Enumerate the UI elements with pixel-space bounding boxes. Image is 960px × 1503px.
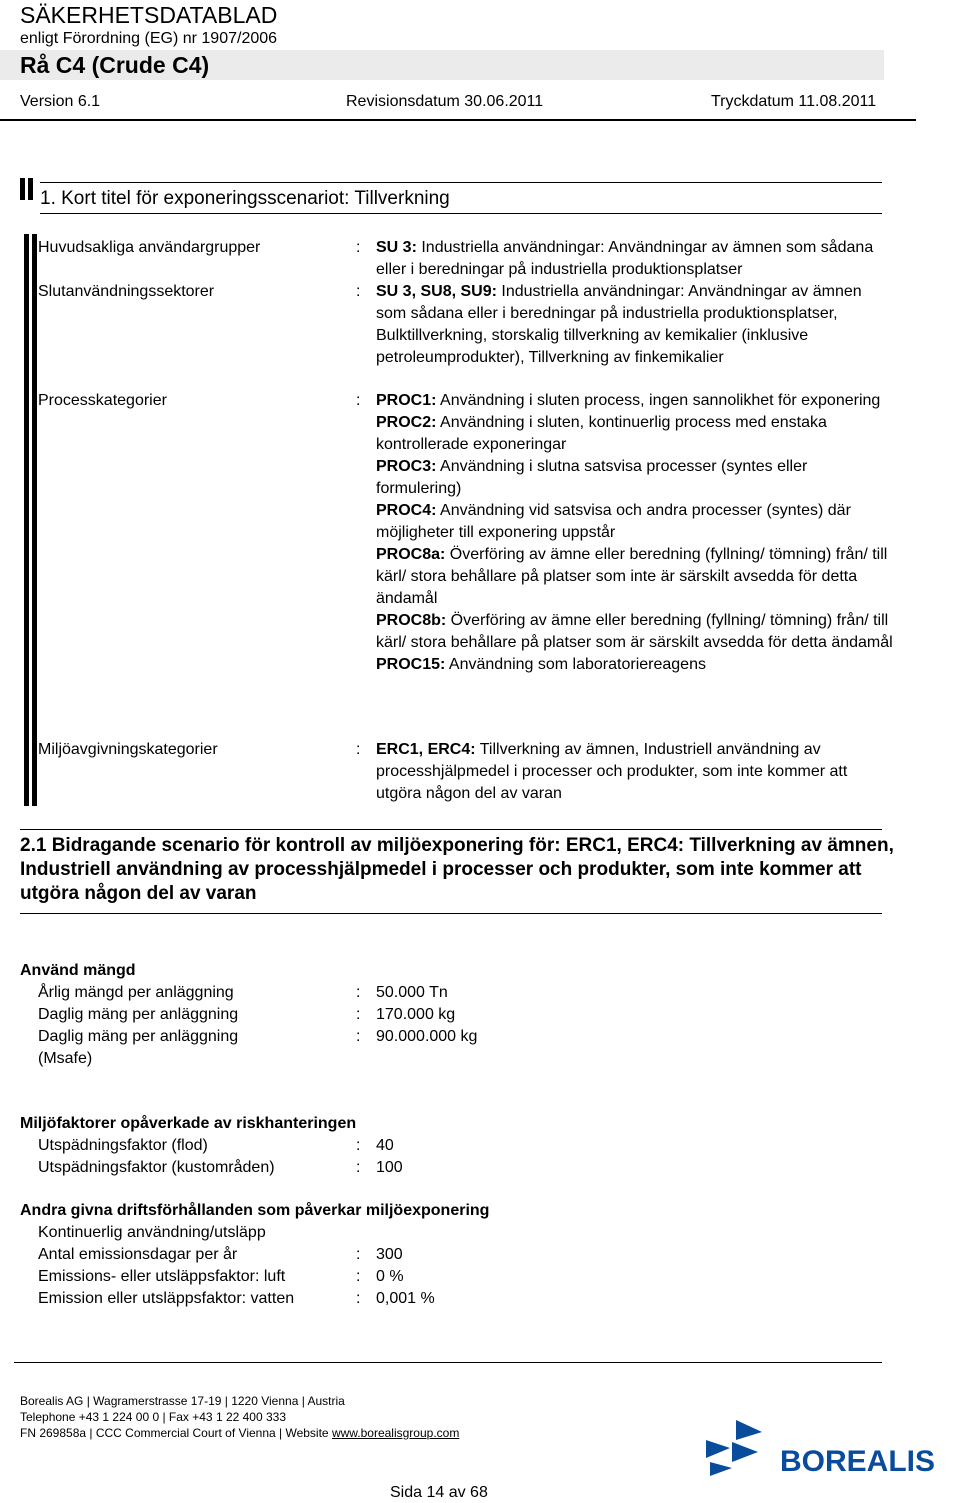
proc-item: PROC3: Användning i slutna satsvisa processer (syntes eller formulering): [376, 458, 808, 497]
section-divider: [40, 182, 882, 183]
colon: :: [356, 1006, 361, 1023]
footer-divider: [14, 1362, 882, 1363]
operating-row-label: Emission eller utsläppsfaktor: vatten: [38, 1290, 295, 1307]
operating-row-label: Emissions- eller utsläppsfaktor: luft: [38, 1268, 286, 1285]
amount-heading: Använd mängd: [20, 962, 136, 979]
code: ERC1, ERC4:: [376, 741, 476, 758]
colon: :: [356, 984, 361, 1001]
header-divider: [0, 119, 916, 121]
regulation-reference: enligt Förordning (EG) nr 1907/2006: [20, 30, 278, 47]
user-groups-value: SU 3: Industriella användningar: Användningar av ämnen som sådana eller i beredningar på industriella produktionsplatser: [376, 239, 874, 278]
colon: :: [356, 392, 361, 409]
borealis-logo-text: BOREALIS: [780, 1445, 936, 1478]
amount-row-label: Årlig mängd per anläggning: [38, 984, 234, 1001]
process-categories-value: [376, 390, 896, 676]
website-link[interactable]: www.borealisgroup.com: [331, 1426, 460, 1440]
colon: :: [356, 1159, 361, 1176]
amount-row-label: Daglig mäng per anläggning (Msafe): [38, 1028, 239, 1067]
operating-row-value: 300: [376, 1246, 403, 1263]
amount-row-value: 170.000 kg: [376, 1006, 456, 1023]
env-factor-value: 40: [376, 1137, 394, 1154]
end-use-sectors-label: Slutanvändningssektorer: [38, 283, 215, 300]
change-bar: [32, 234, 37, 806]
user-groups-label: Huvudsakliga användargrupper: [38, 239, 261, 256]
colon: :: [356, 283, 361, 300]
operating-note: Kontinuerlig användning/utsläpp: [38, 1224, 266, 1241]
section-divider: [40, 213, 882, 214]
print-date: Tryckdatum 11.08.2011: [711, 93, 877, 110]
amount-row-label: Daglig mäng per anläggning: [38, 1006, 239, 1023]
operating-row-value: 0 %: [376, 1268, 404, 1285]
revision-date: Revisionsdatum 30.06.2011: [346, 93, 544, 110]
change-bar: [24, 234, 29, 806]
colon: :: [356, 1290, 361, 1307]
page-number: Sida 14 av 68: [390, 1484, 488, 1501]
colon: :: [356, 1028, 361, 1045]
change-bar: [20, 178, 25, 200]
env-factors-heading: Miljöfaktorer opåverkade av riskhanteringen: [20, 1115, 357, 1132]
section-1-title: 1. Kort titel för exponeringsscenariot: Tillverkning: [40, 188, 450, 209]
proc-item: PROC15: Användning som laboratoriereagens: [376, 656, 706, 673]
colon: :: [356, 741, 361, 758]
footer-address: Borealis AG | Wagramerstrasse 17-19 | 1220 Vienna | Austria: [20, 1394, 345, 1408]
version-label: Version 6.1: [20, 93, 101, 110]
end-use-sectors-value: SU 3, SU8, SU9: Industriella användningar: Användningar av ämnen som sådana eller i beredningar på industriella produktionsplatser, Bulktillverkning, storskalig tillverkning av kemikalier (inklusive petroleumprodukter), Tillverkning av finkemikalier: [376, 283, 862, 366]
proc-item: PROC4: Användning vid satsvisa och andra processer (syntes) där möjligheter till exponering uppstår: [376, 502, 851, 541]
document-title: SÄKERHETSDATABLAD: [20, 2, 278, 28]
borealis-logo: [700, 1418, 960, 1482]
section-divider: [20, 829, 882, 830]
code: SU 3, SU8, SU9:: [376, 283, 497, 300]
colon: :: [356, 1246, 361, 1263]
footer-registration: FN 269858a | CCC Commercial Court of Vienna | Website www.borealisgroup.com: [20, 1426, 460, 1440]
borealis-logo-mark: [706, 1420, 762, 1476]
section-2-1-title: 2.1 Bidragande scenario för kontroll av miljöexponering för: ERC1, ERC4: Tillverkning av ämnen, Industriell användning av processhjälpmedel i processer och produkter, som inte kommer att utgöra någon del av varan: [20, 835, 894, 904]
operating-row-value: 0,001 %: [376, 1290, 435, 1307]
proc-item: PROC8a: Överföring av ämne eller beredning (fyllning/ tömning) från/ till kärl/ stora behållare på platser som inte är särskilt avsedda för detta ändamål: [376, 546, 888, 607]
env-factor-label: Utspädningsfaktor (kustområden): [38, 1159, 275, 1176]
env-factor-value: 100: [376, 1159, 403, 1176]
env-factor-label: Utspädningsfaktor (flod): [38, 1137, 208, 1154]
colon: :: [356, 1137, 361, 1154]
proc-item: PROC2: Användning i sluten, kontinuerlig process med enstaka kontrollerade exponeringar: [376, 414, 827, 453]
change-bar: [28, 178, 33, 200]
code: SU 3:: [376, 239, 417, 256]
amount-row-value: 90.000.000 kg: [376, 1028, 478, 1045]
process-categories-label: Processkategorier: [38, 392, 167, 409]
environmental-release-value: ERC1, ERC4: Tillverkning av ämnen, Industriell användning av processhjälpmedel i processer och produkter, som inte kommer att utgöra någon del av varan: [376, 741, 848, 802]
amount-row-value: 50.000 Tn: [376, 984, 448, 1001]
proc-item: PROC8b: Överföring av ämne eller beredning (fyllning/ tömning) från/ till kärl/ stora behållare på platser som är särskilt avsedda för detta ändamål: [376, 612, 893, 651]
section-divider: [20, 913, 882, 914]
proc-item: PROC1: Användning i sluten process, ingen sannolikhet för exponering: [376, 392, 881, 409]
product-name: Rå C4 (Crude C4): [20, 52, 210, 78]
operating-conditions-heading: Andra givna driftsförhållanden som påverkar miljöexponering: [20, 1202, 490, 1219]
footer-contact: Telephone +43 1 224 00 0 | Fax +43 1 22 400 333: [20, 1410, 287, 1424]
operating-row-label: Antal emissionsdagar per år: [38, 1246, 238, 1263]
environmental-release-label: Miljöavgivningskategorier: [38, 741, 218, 758]
colon: :: [356, 1268, 361, 1285]
colon: :: [356, 239, 361, 256]
